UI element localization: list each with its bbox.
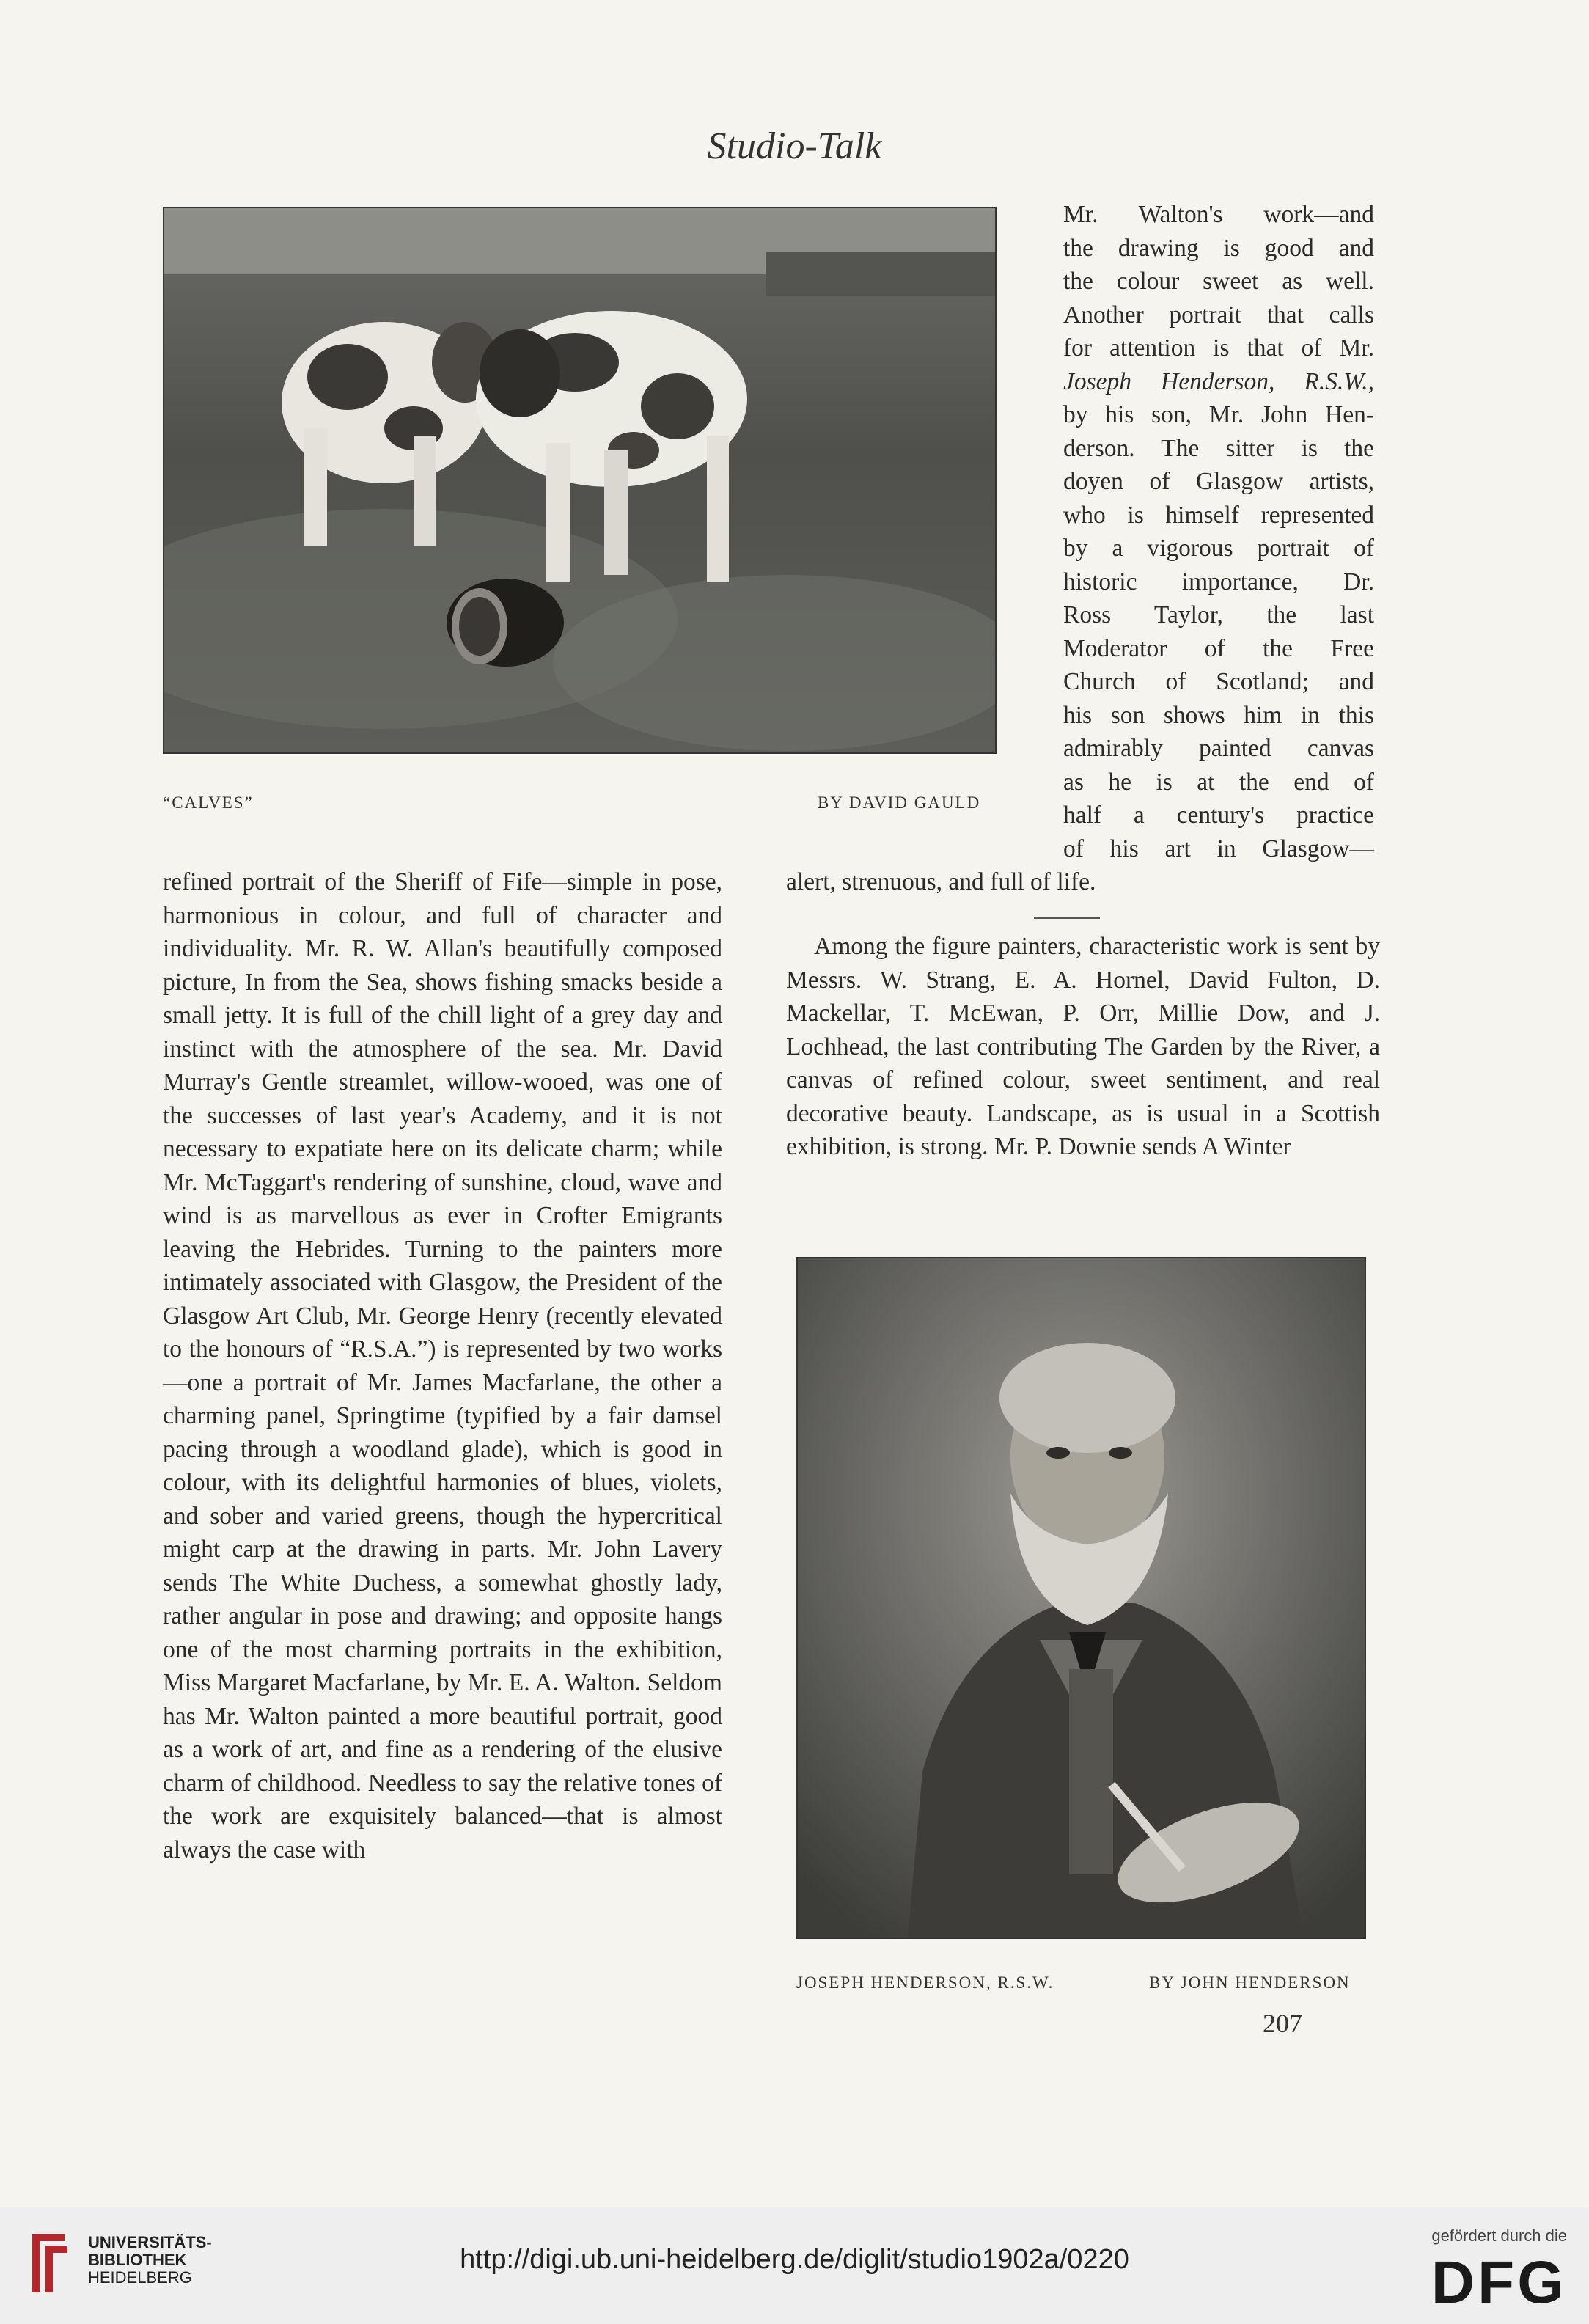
text-line: Church of Scotland; and [1063,668,1374,695]
funded-by-label: gefördert durch die [1431,2226,1567,2245]
section-divider [1034,917,1100,919]
library-line1: UNIVERSITÄTS- [88,2233,212,2251]
text-line: historic importance, Dr. [1063,568,1374,595]
right-column-top [1063,198,1374,865]
figure1-credit: BY DAVID GAULD [818,793,981,812]
paragraph: Among the figure painters, characteristic work is sent by Messrs. W. Strang, E. A. Hornel, David Fulton, D. Mackellar, T. McEwan, P. Orr, Millie Dow, and J. Lochhead, the last contributing The Garden by the River, a canvas of refined colour, sweet sentiment, and real decorative beauty. Landscape, as is usual in a Scottish exhibition, is strong. Mr. P. Downie sends A Winter [786,933,1380,1160]
source-url-link[interactable]: http://digi.ub.uni-heidelberg.de/diglit/studio1902a/0220 [460,2244,1129,2275]
text-line: the drawing is good and [1063,234,1374,262]
text-line: Ross Taylor, the last [1063,601,1374,628]
text-line: by his son, Mr. John Hen- [1063,401,1374,428]
dfg-logo: DFG [1431,2249,1567,2316]
library-line2: BIBLIOTHEK [88,2251,187,2269]
text-line: doyen of Glasgow artists, [1063,468,1374,495]
text-line: the colour sweet as well. [1063,268,1374,295]
digitization-footer [0,2207,1589,2324]
right-para1-end: alert, strenuous, and full of life. [786,868,1096,895]
text-line: who is himself represented [1063,501,1374,529]
text-line: his son shows him in this [1063,701,1374,729]
page-number: 207 [1263,2009,1302,2038]
calves-image [164,208,995,752]
running-head: Studio-Talk [707,125,882,167]
figure1-title: “CALVES” [163,793,254,812]
text-line: derson. The sitter is the [1063,434,1374,462]
text-line: of his art in Glasgow— [1063,835,1374,862]
figure2-title: JOSEPH HENDERSON, R.S.W. [796,1973,1054,1992]
henderson-portrait [796,1257,1366,1939]
text-line: Mr. Walton's work—and [1063,201,1374,228]
portrait-image [798,1258,1365,1938]
calves-painting [163,207,997,754]
paragraph: refined portrait of the Sheriff of Fife—simple in pose, harmonious in colour, and full of character and individuality. Mr. R. W. Allan's beautifully composed picture, In from the Sea, shows fishing smacks beside a small jetty. It is full of the chill light of a grey day and instinct with the atmosphere of the sea. Mr. David Murray's Gentle streamlet, willow-wooed, was one of the successes of last year's Academy, and it is not necessary to expatiate here on its delicate charm; while Mr. McTaggart's rendering of sunshine, cloud, wave and wind is as marvellous as ever in Crofter Emigrants leaving the Hebrides. Turning to the painters more intimately associated with Glasgow, the President of the Glasgow Art Club, Mr. George Henry (recently elevated to the honours of “R.S.A.”) is represented by two works—one a portrait of Mr. James Macfarlane, the other a charming panel, Springtime (typified by a fair damsel pacing through a woodland glade), which is good in colour, with its delightful harmonies of blues, violets, and sober and varied greens, though the hypercritical might carp at the drawing in parts. Mr. John Lavery sends The White Duchess, a somewhat ghostly lady, rather angular in pose and drawing; and opposite hangs one of the most charming portraits in the exhibition, Miss Margaret Macfarlane, by Mr. E. A. Walton. Seldom has Mr. Walton painted a more beautiful portrait, good as a work of art, and fine as a rendering of the elusive charm of childhood. Needless to say the relative tones of the work are exquisitely balanced—that is almost always the case with [163,868,722,1863]
text-line: for attention is that of Mr. [1063,334,1374,362]
text-line: Another portrait that calls [1063,301,1374,329]
text-line: admirably painted canvas [1063,735,1374,762]
text-line: half a century's practice [1063,802,1374,829]
library-line3: HEIDELBERG [88,2268,192,2287]
left-column [163,865,722,1866]
figure2-credit: BY JOHN HENDERSON [1149,1973,1351,1992]
right-para2 [786,930,1380,1164]
text-line: Moderator of the Free [1063,634,1374,662]
text-line: as he is at the end of [1063,768,1374,796]
text-line: Joseph Henderson, R.S.W., [1063,367,1374,395]
text-line: by a vigorous portrait of [1063,535,1374,562]
